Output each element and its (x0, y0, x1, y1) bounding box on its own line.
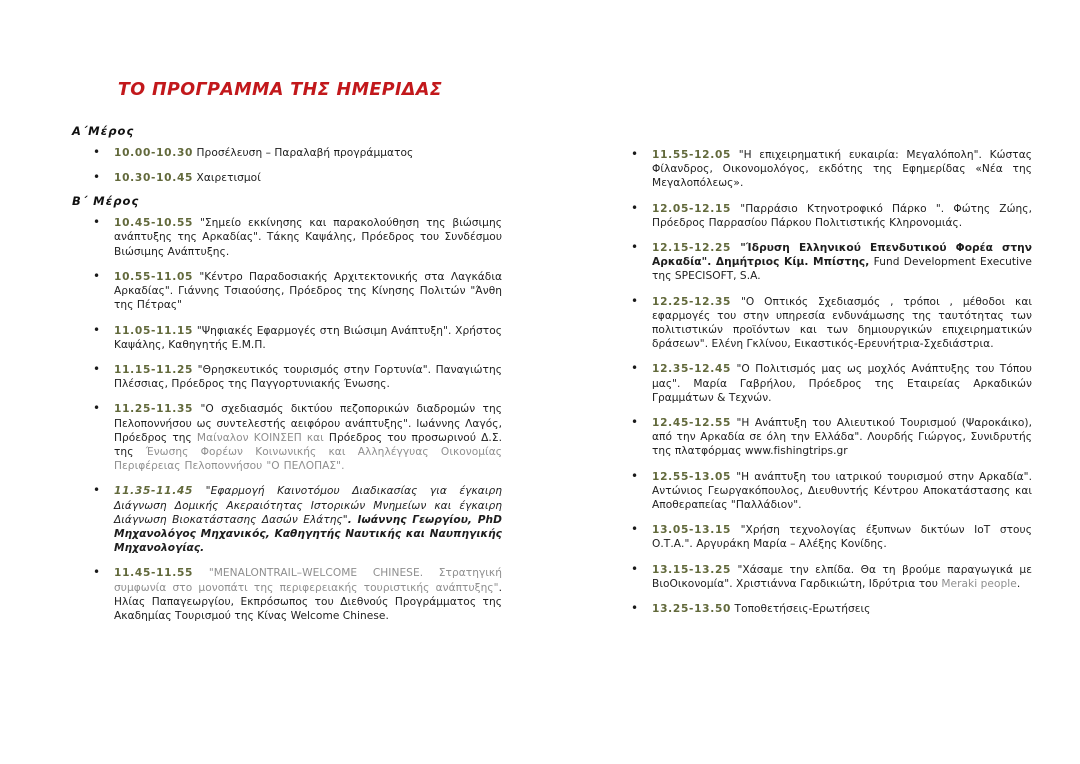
agenda-item-text: "Κέντρο Παραδοσιακής Αρχιτεκτονικής στα Λαγκάδια Αρκαδίας". Γιάννης Τσιαούσης, Πρόεδρος της Κίνησης Πολιτών "Άνθη της Πέτρας" (114, 270, 502, 312)
part-a-heading: Α΄Μέρος (72, 124, 135, 138)
agenda-item-text: "Παρράσιο Κτηνοτροφικό Πάρκο ". Φώτης Ζώης, Πρόεδρος Παρρασίου Πάρκου Πολιτιστικής Κληρονομιάς. (652, 202, 1032, 229)
agenda-item (72, 270, 502, 313)
agenda-item (610, 523, 1032, 551)
agenda-item (610, 148, 1032, 191)
agenda-item (610, 241, 1032, 284)
agenda-item (72, 146, 502, 160)
agenda-item (610, 416, 1032, 459)
agenda-item-text: "Η επιχειρηματική ευκαιρία: Μεγαλόπολη". Κώστας Φίλανδρος, Οικονομολόγος, εκδότης της Εφημερίδας «Νέα της Μεγαλοπόλεως». (652, 149, 1032, 190)
page-title-container (0, 80, 560, 100)
agenda-item-text: "Εφαρμογή Καινοτόμου Διαδικασίας για έγκαιρη Διάγνωση Δομικής Ακεραιότητας Ιστορικών Μνημείων και έγκαιρη Διάγνωση Βιοκατάστασης Δασών Ελάτης" (114, 485, 502, 526)
agenda-item (610, 470, 1032, 513)
agenda-item-text-post: . (1016, 577, 1021, 590)
part-b-list (72, 216, 502, 623)
agenda-item-text-muted: Meraki people (941, 577, 1017, 590)
right-column-list (610, 148, 1032, 616)
agenda-item-time: 11.05-11.15 (114, 324, 194, 337)
agenda-item (610, 602, 1032, 616)
agenda-item-text: Τοποθετήσεις-Ερωτήσεις (731, 603, 871, 616)
part-a-list (72, 146, 502, 185)
right-column (610, 148, 1032, 616)
agenda-item-time: 12.05-12.15 (652, 202, 732, 215)
agenda-item (610, 563, 1032, 591)
agenda-item-time: 11.25-11.35 (114, 403, 194, 416)
agenda-item-text: "Ψηφιακές Εφαρμογές στη Βιώσιμη Ανάπτυξη". Χρήστος Καψάλης, Καθηγητής Ε.Μ.Π. (114, 324, 502, 351)
agenda-item-text: Προσέλευση – Παραλαβή προγράμματος (193, 146, 414, 159)
agenda-item-time: 10.45-10.55 (114, 217, 194, 230)
agenda-item (72, 402, 502, 473)
agenda-item-time: 11.15-11.25 (114, 363, 194, 376)
agenda-item (72, 171, 502, 185)
agenda-item (72, 484, 502, 555)
page-title: ΤΟ ΠΡΟΓΡΑΜΜΑ ΤΗΣ ΗΜΕΡΙΔΑΣ (117, 79, 443, 101)
agenda-item-text: "Η ανάπτυξη του ιατρικού τουρισμού στην Αρκαδία". Αντώνιος Γεωργακόπουλος, Διευθυντής Κέντρου Αποκατάστασης και Αποθεραπείας "Παλλάδιον". (652, 470, 1032, 512)
agenda-item-text-muted-2: Ένωσης Φορέων Κοινωνικής και Αλληλέγγυας Οικονομίας Περιφέρειας Πελοποννήσου "Ο ΠΕΛΟΠΑΣ". (114, 445, 502, 473)
agenda-item-time: 13.25-13.50 (652, 603, 732, 616)
agenda-item-text: "Σημείο εκκίνησης και παρακολούθηση της βιώσιμης ανάπτυξης της Αρκαδίας". Τάκης Καψάλης, Πρόεδρος του Συνδέσμου Βιώσιμης Ανάπτυξης. (114, 217, 502, 258)
agenda-item-text-post: . Ιωάννης Γεωργίου, PhD Μηχανολόγος Μηχανικός, Καθηγητής Ναυτικής και Ναυπηγικής Μηχανολογίας. (114, 513, 502, 555)
agenda-item-time: 11.35-11.45 (114, 485, 194, 498)
left-column (72, 124, 502, 623)
agenda-item-text: "Ο Πολιτισμός μας ως μοχλός Ανάπτυξης του Τόπου μας". Μαρία Γαβρήλου, Πρόεδρος της Εταιρείας Αρκαδικών Γραμμάτων & Τεχνών. (652, 363, 1032, 404)
agenda-item-text: Χαιρετισμοί (193, 172, 261, 185)
agenda-item-text: "Θρησκευτικός τουρισμός στην Γορτυνία". Παναγιώτης Πλέσσιας, Πρόεδρος της Παγγορτυνιακής Ένωσης. (114, 363, 502, 391)
agenda-item (610, 295, 1032, 352)
agenda-item-time: 12.15-12.25 (652, 242, 732, 255)
agenda-item-text: "Χάσαμε την ελπίδα. Θα τη βρούμε παραγωγικά με ΒιοΟικονομία". Χριστιάννα Γαρδικιώτη, Ιδρύτρια του (652, 563, 1032, 590)
agenda-item (610, 202, 1032, 230)
agenda-item-text: "Ο Οπτικός Σχεδιασμός , τρόποι , μέθοδοι και εφαρμογές του στην υπηρεσία ενδυνάμωσης της ταυτότητας των πολιτιστικών προϊόντων και των δημιουργικών επιχειρηματικών δράσεων". Ελένη Γκλίνου, Εικαστικός-Ερευνήτρια-Σχεδιάστρια. (652, 295, 1032, 351)
agenda-item-time: 11.45-11.55 (114, 567, 194, 580)
agenda-item (72, 566, 502, 623)
agenda-item (610, 362, 1032, 405)
agenda-item-time: 12.55-13.05 (652, 470, 732, 483)
agenda-item-time: 12.35-12.45 (652, 363, 732, 376)
agenda-item (72, 324, 502, 352)
agenda-item-time: 12.25-12.35 (652, 295, 732, 308)
agenda-item-text-bold: "Ίδρυση Ελληνικού Επενδυτικού Φορέα στην Αρκαδία". Δημήτριος Κίμ. Μπίστης, (652, 242, 1032, 269)
agenda-item-time: 10.00-10.30 (114, 146, 194, 159)
agenda-item-time: 10.30-10.45 (114, 172, 194, 185)
agenda-item-text-muted: Μαίναλον ΚΟΙΝΣΕΠ και (196, 431, 324, 444)
agenda-item-time: 13.05-13.15 (652, 524, 732, 537)
agenda-item (72, 216, 502, 259)
agenda-item-time: 12.45-12.55 (652, 417, 732, 430)
agenda-item-text-mid: Πρόεδρος του προσωρινού Δ.Σ. της (114, 431, 502, 458)
agenda-item-text: "Ο σχεδιασμός δικτύου πεζοπορικών διαδρομών της Πελοποννήσου ως συντελεστής αειφόρου ανάπτυξης". Ιωάννης Λαγός, Πρόεδρος της (114, 403, 502, 444)
agenda-item-text: "MENALONTRAIL–WELCOME CHINESE. Στρατηγική συμφωνία στο μονοπάτι της περιφερειακής τουριστικής ανάπτυξης" (114, 567, 502, 594)
agenda-item-time: 10.55-11.05 (114, 270, 194, 283)
part-b-heading: Β΄ Μέρος (72, 194, 140, 209)
agenda-item (72, 363, 502, 391)
agenda-item-time: 13.15-13.25 (652, 563, 732, 576)
agenda-item-time: 11.55-12.05 (652, 149, 732, 161)
agenda-item-text-post: Fund Development Executive της SPECISOFT, S.A. (652, 256, 1032, 283)
agenda-item-text: "Η Ανάπτυξη του Αλιευτικού Τουρισμού (Ψαροκάικο), από την Αρκαδία σε όλη την Ελλάδα". Λουρδής Γιώργος, Συνιδρυτής της πλατφόρμας www.fishingtrips.gr (652, 417, 1032, 458)
agenda-item-text-post: . Ηλίας Παπαγεωργίου, Εκπρόσωπος του Διεθνούς Προγράμματος της Ακαδημίας Τουρισμού της Κίνας Welcome Chinese. (114, 581, 502, 622)
agenda-item-text: "Χρήση τεχνολογίας έξυπνων δικτύων IoT στους Ο.Τ.Α.". Αργυράκη Μαρία – Αλέξης Κονίδης. (652, 524, 1032, 551)
